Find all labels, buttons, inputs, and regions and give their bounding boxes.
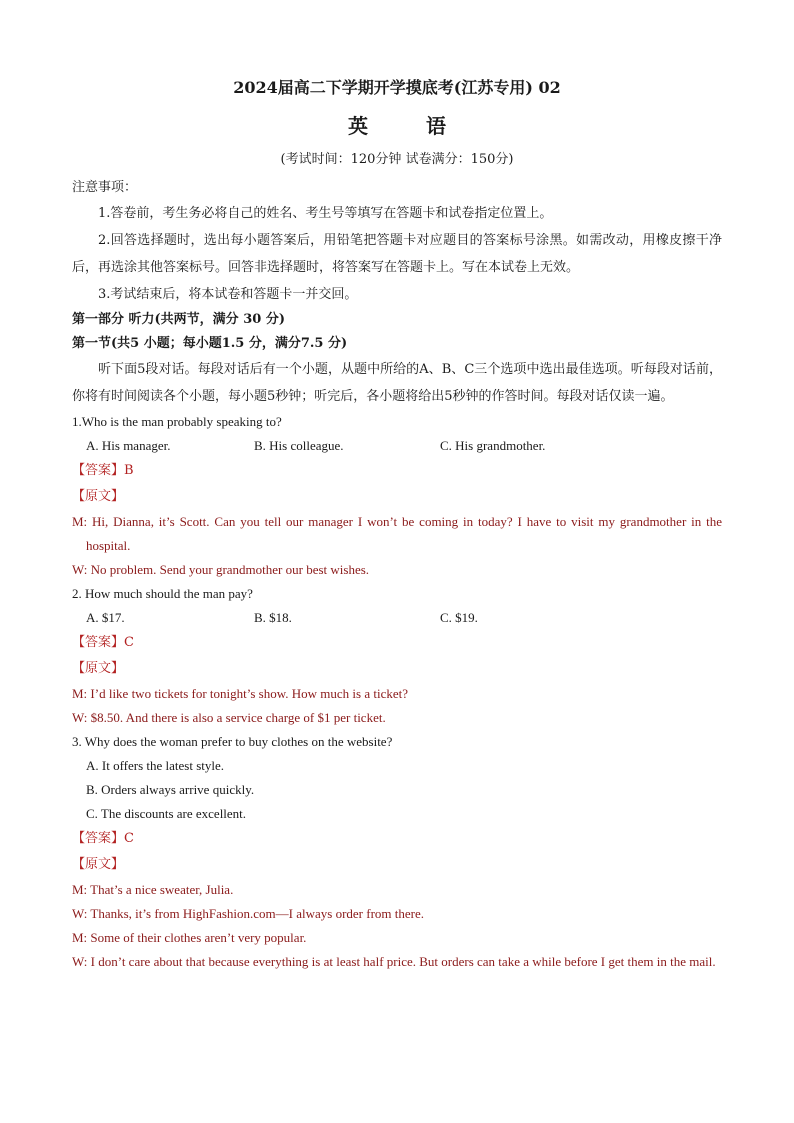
exam-page <box>72 74 722 974</box>
subject-char-2: 语 <box>426 114 446 138</box>
notice-item-1: 1.答卷前，考生务必将自己的姓名、考生号等填写在答题卡和试卷指定位置上。 <box>98 206 553 221</box>
option-a: A. It offers the latest style. <box>86 758 225 773</box>
question-stem: 2. How much should the man pay? <box>72 586 253 601</box>
part1-heading: 第一部分 听力(共两节，满分 30 分) <box>72 312 285 327</box>
answer-line <box>72 458 722 484</box>
option-b: B. His colleague. <box>254 438 344 453</box>
question-options <box>72 606 722 630</box>
subject-title <box>72 112 722 140</box>
section1-instructions: 听下面5段对话。每段对话后有一个小题，从题中所给的A、B、C三个选项中选出最佳选项。听每段对话前，你将有时间阅读各个小题，每小题5秒钟；听完后，各小题将给出5秒钟的作答时间。每段对话仅读一遍。 <box>72 362 722 404</box>
answer-label: 【答案】 <box>72 635 125 650</box>
dialogue-line: M: Hi, Dianna, it’s Scott. Can you tell our manager I won’t be coming in today? I have to visit my grandmother in the hospital. <box>72 514 722 553</box>
source-label: 【原文】 <box>72 489 125 504</box>
dialogue-line: W: I don’t care about that because everything is at least half price. But orders can take a while before I get them in the mail. <box>72 954 716 969</box>
answer-label: 【答案】 <box>72 463 125 478</box>
option-c: C. The discounts are excellent. <box>86 806 247 821</box>
dialogue-line: M: I’d like two tickets for tonight’s show. How much is a ticket? <box>72 686 409 701</box>
question-2 <box>72 582 722 730</box>
question-options <box>72 434 722 458</box>
exam-meta: (考试时间：120分钟 试卷满分：150分) <box>280 152 514 167</box>
answer-label: 【答案】 <box>72 831 125 846</box>
option-b: B. Orders always arrive quickly. <box>86 782 255 797</box>
option-c: C. $19. <box>440 610 478 625</box>
dialogue-line: W: Thanks, it’s from HighFashion.com—I always order from there. <box>72 906 425 921</box>
source-label: 【原文】 <box>72 661 125 676</box>
question-stem: 1.Who is the man probably speaking to? <box>72 414 282 429</box>
dialogue-line: M: Some of their clothes aren’t very popular. <box>72 930 307 945</box>
answer-line <box>72 630 722 656</box>
answer-value: C <box>124 831 134 846</box>
answer-line <box>72 826 722 852</box>
option-a: A. His manager. <box>86 438 171 453</box>
notice-item-2: 2.回答选择题时，选出每小题答案后，用铅笔把答题卡对应题目的答案标号涂黑。如需改动，用橡皮擦干净后，再选涂其他答案标号。回答非选择题时，将答案写在答题卡上。写在本试卷上无效。 <box>72 233 722 275</box>
notice-item-3: 3.考试结束后，将本试卷和答题卡一并交回。 <box>98 287 358 302</box>
dialogue-line: W: $8.50. And there is also a service charge of $1 per ticket. <box>72 710 386 725</box>
section1-heading: 第一节(共5 小题；每小题1.5 分，满分7.5 分) <box>72 336 348 351</box>
option-a: A. $17. <box>86 610 125 625</box>
exam-title: 2024届高二下学期开学摸底考(江苏专用) 02 <box>233 78 561 97</box>
option-b: B. $18. <box>254 610 292 625</box>
dialogue-line: M: That’s a nice sweater, Julia. <box>72 882 234 897</box>
option-c: C. His grandmother. <box>440 438 546 453</box>
question-stem: 3. Why does the woman prefer to buy clothes on the website? <box>72 734 393 749</box>
question-3 <box>72 730 722 974</box>
source-label: 【原文】 <box>72 857 125 872</box>
subject-char-1: 英 <box>348 114 368 138</box>
notice-heading: 注意事项： <box>72 180 138 195</box>
answer-value: C <box>124 635 134 650</box>
dialogue-line: W: No problem. Send your grandmother our best wishes. <box>72 562 370 577</box>
question-1 <box>72 410 722 582</box>
answer-value: B <box>124 463 134 478</box>
